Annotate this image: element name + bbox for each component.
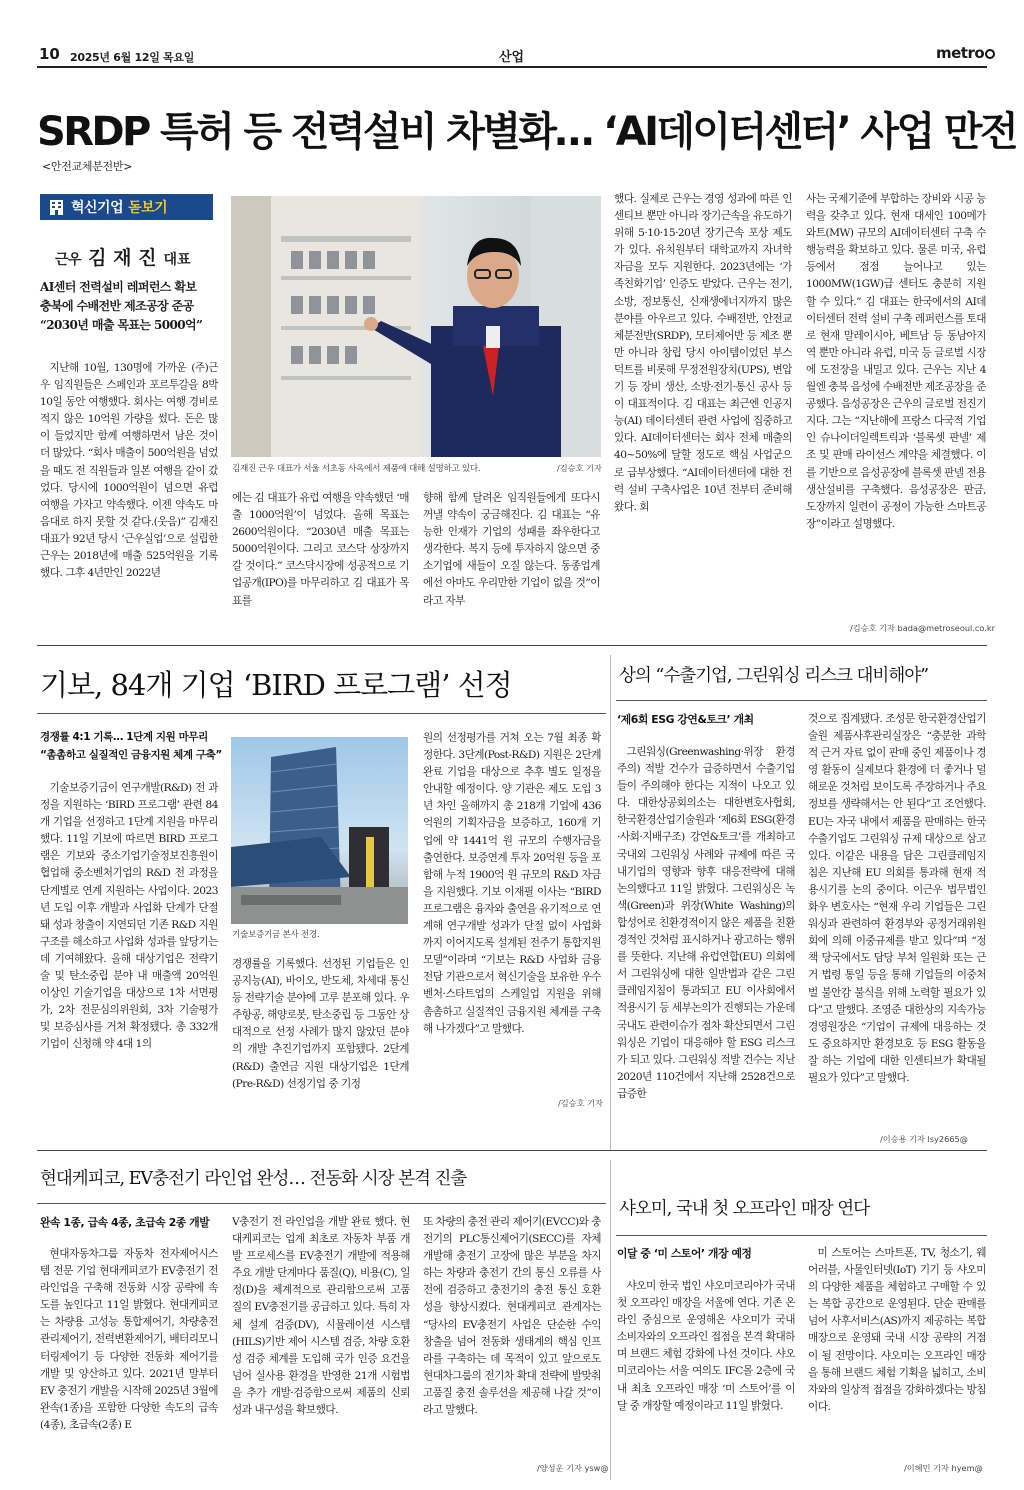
kibo-col-3 (423, 730, 601, 1092)
badge-label: 혁신기업 (71, 200, 124, 216)
hyundai-col-3 (423, 1214, 601, 1460)
esg-col-2 (808, 711, 986, 1144)
kibo-col-3-text: 원의 선정평가를 거쳐 오는 7월 최종 확정한다. 3단계(Post-R&D) 지원은 2단계 완료 기업을 대상으로 추후 별도 일정을 안내할 예정이다. 양 기관은 제도 도입 3년 차인 올해까지 총 218개 기업에 436억원의 기획자금을 보증하고, 160개 기업에 약 1441억 원 규모의 수행자금을 출연한다. 보증연계 투자 20억원 등을 포함해 누적 1900억 원 규모의 R&D 자금을 지원했다. 기보 이재필 이사는 “BIRD 프로그램은 융자와 출연을 유기적으로 연계해 연구개발 성과가 단절 없이 사업화까지 이어지도록 설계된 전주기 통합지원 모델”이라며 “기보는 R&D 사업화 금융 전담 기관으로서 혁신기술을 보유한 우수 벤처·스타트업의 스케일업 지원을 위해 촘촘하고 실질적인 금융지원 체계를 구축해 나가겠다”고 말했다. (423, 732, 601, 1035)
issue-date: 2025년 6월 12일 목요일 (70, 51, 195, 64)
ceo-photo (231, 196, 601, 457)
main-photo-credit: /김승호 기자 (557, 463, 602, 473)
building-icon (50, 200, 63, 215)
main-col-1 (40, 360, 218, 616)
main-col-4-text: 했다. 실제로 근우는 경영 성과에 따른 인센티브 뿐만 아니라 장기근속을 유도하기위해 5·10·15·20년 장기근속 포상 제도가 있다. 유치원부터 대학교까지 자녀학자금을 모두 지원한다. 2023년에는 ‘가족친화기업’ 인증도 받았다. 근우는 전기, 소방, 정보통신, 신재생에너지까지 많은 분야를 아우르고 있다. 수배전반, 안전교체분전반(SRDP), 모터제어반 등 제조 뿐만 아니라 창립 당시 아이템이었던 부스덕트를 비롯해 무정전원장치(UPS), 변압기 등 장비 생산, 소방·전기·통신 공사 등이 대표적이다. 김 대표는 최근엔 인공지능(AI) 데이터센터 관련 사업에 집중하고 있다. AI데이터센터는 회사 전체 매출의 40~50%에 달할 정도로 핵심 사업군으로 급부상했다. “AI데이터센터에 대한 전력 설비 구축사업은 10년 전부터 준비해 왔다. 회 (614, 193, 792, 513)
esg-col-2-text: 것으로 집계됐다. 조성문 한국환경산업기술원 제품사후관리실장은 “충분한 과학적 근거 자료 없이 판매 중인 제품이나 경영 활동이 실제보다 환경에 더 좋거나 덜 해로운 것처럼 보이도록 주장하거나 주요 정보를 생략해서는 안 된다”고 조언했다. EU는 자국 내에서 제품을 판매하는 한국 수출기업도 그린워싱 규제 대상으로 삼고 있다. 이같은 내용을 담은 그린클레임지침은 지난해 EU 의회를 통과해 현재 적용시기를 논의 중이다. 이근우 법무법인 화우 변호사는 “현재 우리 기업들은 그린워싱과 관련하여 환경부와 공정거래위원회에 의해 이중규제를 받고 있다”며 “정책 당국에서도 담당 부처 일원화 또는 근거 법령 통일 등을 통해 기업들의 이중처벌 불안감 불식을 위해 노력할 필요가 있다”고 말했다. 조영준 대한상의 지속가능경영원장은 “기업이 규제에 대응하는 것도 중요하지만 환경보호 등 ESG 활동을 잘 하는 기업에 대한 인센티브가 확대될 필요가 있다”고 말했다. (808, 713, 986, 1084)
main-col-2-text: 에는 김 대표가 유럽 여행을 약속했던 ‘매출 1000억원’이 넘었다. 올해 목표는 2600억원이다. “2030년 매출 목표는 5000억원이다. 그리고 코스닥 상장까지 갈 것이다.” 코스닥시장에 성공적으로 기업공개(IPO)를 마무리하고 김 대표가 목표를 (232, 492, 409, 607)
main-deck (40, 278, 220, 335)
xiaomi-byline: /이혜민 기자 hyem@ (904, 1463, 983, 1473)
brand-text: metro (936, 44, 985, 62)
hyundai-rule (37, 1203, 606, 1204)
xiaomi-sub: 이달 중 ‘미 스토어’ 개장 예정 (617, 1247, 752, 1260)
kibo-col-1 (40, 780, 218, 1110)
kibo-sub-1: 경쟁률 4:1 기록… 1단계 지원 마무리 (40, 731, 208, 743)
column-rule-right (610, 655, 611, 1150)
section-divider-1 (37, 645, 987, 646)
xiaomi-col-1 (617, 1278, 795, 1474)
kibo-col-2-text: 경쟁률을 기록했다. 선정된 기업들은 인공지능(AI), 바이오, 반도체, 차세대 통신 등 전략기술 분야에 고루 분포해 있다. 우주항공, 해양로봇, 탄소중립 등 그동안 상대적으로 선정 사례가 많지 않았던 분야의 개발 추진기업까지 포함됐다. 2단계(R&D) 출연금 지원 대상기업은 1단계(Pre-R&D) 선정기업 중 기정 (232, 958, 409, 1090)
hyundai-col-2-text: V충전기 전 라인업을 개발 완료 했다. 현대케피코는 업계 최초로 자동차 부품 개발 프로세스를 EV충전기 개발에 적용해 주요 개발 단계마다 품질(Q), 비용(C), 일정(D)을 체계적으로 관리함으로써 고품질의 EV충전기를 공급하고 있다. 특히 자체 설계 검증(DV), 시뮬레이션 시스템(HILS)기반 제어 시스템 검증, 차량 호환성 검증 체계를 도입해 국가 인증 요건을 넘어 실사용 환경을 반영한 21개 시험법을 추가 개발·검증함으로써 제품의 신뢰성과 내구성을 확보했다. (232, 1216, 410, 1417)
esg-headline: 상의 “수출기업, 그린워싱 리스크 대비해야” (619, 666, 929, 686)
kibo-building-photo (231, 737, 408, 924)
main-col-5-text: 사는 국제기준에 부합하는 장비와 시공 능력을 갖추고 있다. 현재 대세인 100메가와트(MW) 규모의 AI데이터센터 구축 수행능력을 확보하고 있다. 물론 미국, 유럽 등에서 점점 늘어나고 있는 1000MW(1GW)급 센터도 충분히 지원할 수 있다.” 김 대표는 한국에서의 AI데이터센터 전력 설비 구축 레퍼런스를 토대로 현재 말레이시아, 베트남 등 동남아지역 뿐만 아니라 유럽, 미국 등 글로벌 시장에 도전장을 내밀고 있다. 근우는 지난 4월엔 충북 음성에 수배전반 제조공장을 준공했다. 음성공장은 근우의 글로벌 전진기지다. 그는 “지난해에 프랑스 다국적 기업인 슈나이더일렉트릭과 ‘블록셋 판넬’ 제조 및 판매 라이선스 계약을 체결했다. 이를 기반으로 음성공장에 블록셋 판넬 전용 생산설비를 구축했다. 음성공장은 판금, 도장까지 일련이 공정이 가능한 스마트공장”이라고 설명했다. (806, 193, 986, 530)
main-headline: SRDP 특허 등 전력설비 차별화… ‘AI데이터센터’ 사업 만전 (37, 109, 1016, 155)
hyundai-col-1 (40, 1246, 218, 1474)
person-name-line (55, 243, 191, 270)
esg-col-1 (617, 744, 795, 1144)
section-divider-2 (37, 1150, 987, 1151)
hyundai-col-2 (232, 1214, 410, 1474)
main-col-3 (423, 490, 600, 616)
hyundai-headline: 현대케피코, EV충전기 라인업 완성… 전동화 시장 본격 진출 (40, 1169, 467, 1189)
person-title: 대표 (163, 252, 191, 268)
column-rule-right-2 (610, 1160, 611, 1480)
esg-sub: ‘제6회 ESG 강연&토크’ 개최 (617, 713, 754, 726)
main-col-3-text: 향해 함께 달려온 임직원들에게 또다시 꺼낼 약속이 궁금해진다. 김 대표는 “유능한 인재가 기업의 성패를 좌우한다고 생각한다. 복지 등에 투자하지 않으면 중소기업에 새들이 오질 않는다. 동종업계에선 아마도 우리만한 기업이 없을 것”이라고 자부 (423, 492, 600, 607)
hyundai-col-1-text: 현대자동차그룹 자동차 전자제어시스템 전문 기업 현대케피코가 EV충전기 전 라인업을 구축해 전동화 시장 공략에 속도를 높인다고 11일 밝혔다. 현대케피코는 차량용 고성능 통합제어기, 차량충전관리제어기, 전력변환제어기, 배터리모니터링제어기 등 다양한 전동화 제어기를 개발 및 양산하고 있다. 2021년 말부터 EV 충전기 개발을 시작해 2025년 3월에 완속(1종)을 포함한 다양한 속도의 급속(4종), 초급속(2종) E (40, 1248, 218, 1431)
hyundai-byline: /양성운 기자 ysw@ (537, 1463, 609, 1473)
xiaomi-col-2 (808, 1245, 986, 1455)
esg-col-1-text: 그린워싱(Greenwashing·위장 환경주의) 적발 건수가 급증하면서 수출기업들이 주의해야 한다는 지적이 나오고 있다. 대한상공회의소는 대한변호사협회, 한국환경산업기술원과 ‘제6회 ESG(환경·사회·지배구조) 강연&토크’를 개최하고 국내외 그린워싱 사례와 규제에 따른 국내기업의 영향과 향후 대응전략에 대해 논의했다고 11일 밝혔다. 그린워싱은 녹색(Green)과 위장(White Washing)의 합성어로 친환경적이지 않은 제품을 친환경적인 것처럼 표시하거나 광고하는 행위를 뜻한다. 지난해 유럽연합(EU) 의회에서 그린워싱에 대한 일반법과 같은 그린클레임지침이 통과되고 EU 이사회에서 적용시기 등 세부논의가 진행되는 가운데 국내도 관련이슈가 점차 확산되면서 그린워싱은 기업이 대응해야 할 ESG 리스크가 되고 있다. 그린워싱 적발 건수는 지난 2020년 110건에서 지난해 2528건으로 급증한 (617, 746, 795, 1100)
innovation-badge (40, 194, 213, 220)
kibo-col-1-text: 기술보증기금이 연구개발(R&D) 전 과정을 지원하는 ‘BIRD 프로그램’ 관련 84개 기업을 선정하고 1단계 지원을 마무리했다. 11일 기보에 따르면 BIRD 프로그램은 기보와 중소기업기술정보진흥원이 협업해 중소벤처기업의 R&D 전 과정을 단계별로 연계 지원하는 사업이다. 2023년 도입 이후 개발과 사업화 단계가 단절돼 성과 창출이 지연되던 기존 R&D 지원 구조를 해소하고 사업화 성과를 앞당기는 데 기여해왔다. 올해 대상기업은 전략기술 및 탄소중립 분야 내 매출액 20억원 이상인 기술기업을 대상으로 1차 서면평가, 2차 전문심의위원회, 3차 기술평가 및 보증심사를 거쳐 확정됐다. 총 332개 기업이 신청해 약 4대 1의 (40, 782, 218, 1051)
globe-icon (985, 49, 995, 59)
main-col-5 (806, 191, 986, 599)
kibo-headline: 기보, 84개 기업 ‘BIRD 프로그램’ 선정 (40, 668, 512, 702)
esg-byline: /이승용 기자 lsy2665@ (880, 1134, 968, 1144)
main-byline: /김승호 기자 bada@metroseoul.co.kr (850, 623, 995, 633)
main-col-2 (232, 490, 409, 616)
xiaomi-col-2-text: 미 스토어는 스마트폰, TV, 청소기, 웨어러블, 사물인터넷(IoT) 기기 등 샤오미의 다양한 제품을 체험하고 구매할 수 있는 복합 공간으로 운영된다. 단순 판매를 넘어 사후서비스(AS)까지 제공하는 복합 매장으로 운영돼 국내 시장 공략의 거점이 될 전망이다. 샤오미는 오프라인 매장을 통해 브랜드 체험 기획을 넓히고, 소비자와의 일상적 접점을 강화하겠다는 방침이다. (808, 1247, 986, 1413)
deck-line: AI센터 전력설비 레퍼런스 확보 (40, 280, 197, 294)
xiaomi-col-1-text: 샤오미 한국 법인 샤오미코리아가 국내 첫 오프라인 매장을 서울에 연다. 기존 온라인 중심으로 운영해온 샤오미가 국내 소비자와의 오프라인 접점을 본격 확대하며 브랜드 체험 강화에 나선 것이다. 샤오미코리아는 서울 여의도 IFC몰 2층에 국내 최초 오프라인 매장 ‘미 스토어’를 이달 중 개장할 예정이라고 11일 밝혔다. (617, 1280, 795, 1412)
header-rule (37, 66, 987, 68)
person-company: 근우 (55, 252, 82, 268)
person-name: 김 재 진 (88, 247, 157, 269)
main-photo-caption: 김재진 근우 대표가 서울 서초동 사옥에서 제품에 대해 설명하고 있다. (232, 464, 481, 474)
main-col-4 (614, 191, 792, 616)
hyundai-col-3-text: 또 차량의 충전 관리 제어기(EVCC)와 충전기의 PLC통신제어기(SECC)를 자체 개발해 충전기 고장에 많은 부분을 차지하는 차량과 충전기 간의 통신 오류를 사전에 검증하고 충전기의 충전 통신 호환성을 향상시켰다. 현대케피코 관계자는 “당사의 EV충전기 사업은 단순한 수익 창출을 넘어 전동화 생태계의 핵심 인프라를 구축하는 데 목적이 있고 앞으로도 현대차그룹의 전기차 확대 전략에 발맞춰 고품질 충전 솔루션을 제공해 나갈 것”이라고 말했다. (423, 1216, 601, 1417)
kibo-rule (37, 713, 606, 714)
xiaomi-headline: 샤오미, 국내 첫 오프라인 매장 연다 (619, 1199, 870, 1219)
hyundai-sub: 완속 1종, 급속 4종, 초급속 2종 개발 (40, 1216, 210, 1229)
brand-logo (936, 44, 995, 62)
page-number: 10 (39, 45, 60, 63)
kibo-credit: /김승호 기자 (558, 1098, 603, 1108)
deck-line: “2030년 매출 목표는 5000억” (40, 318, 203, 332)
section-name: 산업 (499, 50, 525, 65)
badge-accent: 돋보기 (128, 200, 168, 216)
deck-line: 충북에 수배전반 제조공장 준공 (40, 299, 194, 313)
main-kicker: <안전교체분전반> (42, 160, 133, 173)
esg-rule (616, 700, 987, 701)
xiaomi-rule (616, 1235, 987, 1236)
kibo-photo-caption: 기술보증기금 본사 전경. (232, 930, 320, 940)
main-col-1-text: 지난해 10월, 130명에 가까운 (주)근우 임직원들은 스페인과 포르투갈을 8박 10일 동안 여행했다. 회사는 여행 경비로 적지 않은 10억원 가량을 썼다. 돈은 많이 들었지만 함께 여행하면서 남은 것이 더 많았다. “회사 매출이 500억원을 넘었을 때도 전 직원들과 일본 여행을 같이 갔었다. 당시에 1000억원이 넘으면 유럽 여행을 가자고 약속했다. 이젠 약속도 마음대로 하지 못할 것 같다.(웃음)” 김재진 대표가 92년 당시 ‘근우실업’으로 설립한 근우는 2018년에 매출 525억원을 기록했다. 그후 4년만인 2022년 (40, 362, 218, 580)
kibo-sub-2: “촘촘하고 실질적인 금융지원 체계 구축” (40, 749, 222, 761)
kibo-col-2 (232, 956, 409, 1110)
